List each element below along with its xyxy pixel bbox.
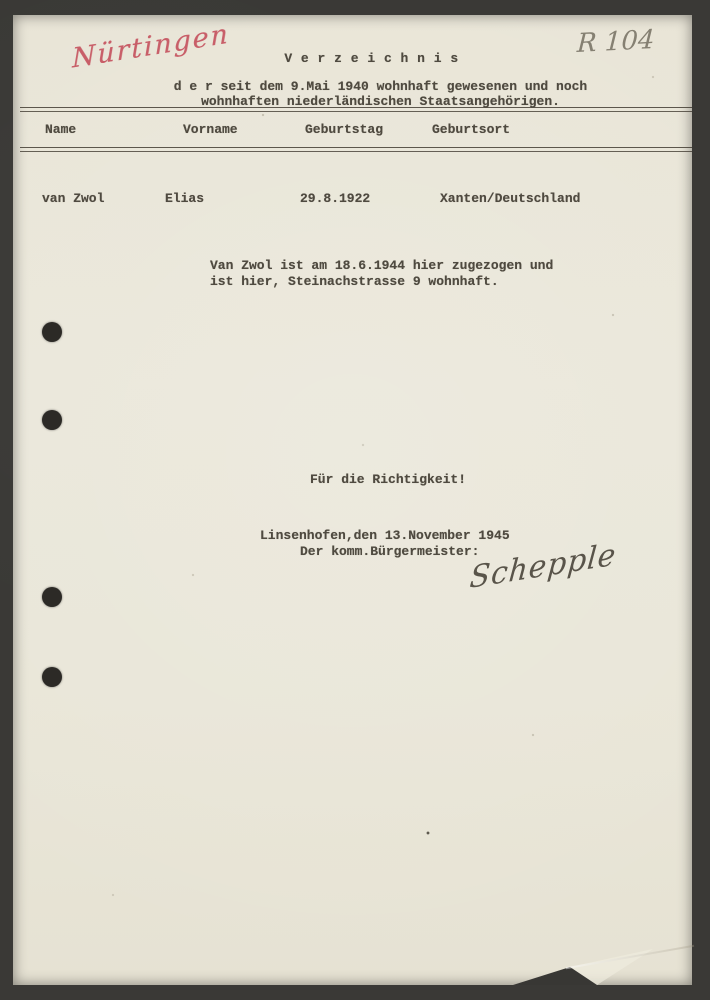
attestation-line: Für die Richtigkeit! xyxy=(310,472,467,487)
document-subtitle-line-1: d e r seit dem 9.Mai 1940 wohnhaft gewesenen und noch xyxy=(173,79,588,94)
cell-geburtsort: Xanten/Deutschland xyxy=(440,191,581,206)
column-header-geburtstag: Geburtstag xyxy=(305,122,384,137)
header-rule-top xyxy=(20,107,692,112)
paper-crease xyxy=(566,945,694,970)
body-paragraph-line-1: Van Zwol ist am 18.6.1944 hier zugezogen und xyxy=(210,258,554,273)
cell-vorname: Elias xyxy=(165,191,205,206)
cell-name: van Zwol xyxy=(42,191,105,206)
header-rule-bottom xyxy=(20,147,692,152)
punch-hole xyxy=(42,410,62,430)
mayor-signature: Schepple xyxy=(468,536,618,597)
column-header-vorname: Vorname xyxy=(183,122,238,137)
column-header-name: Name xyxy=(45,122,77,137)
document-subtitle-line-2: wohnhaften niederländischen Staatsangehörigen. xyxy=(201,94,560,109)
punch-hole xyxy=(42,587,62,607)
pencil-reference-mark: R 104 xyxy=(576,24,656,60)
document-title: V e r z e i c h n i s xyxy=(284,51,459,66)
paper xyxy=(13,15,692,985)
cell-geburtstag: 29.8.1922 xyxy=(300,191,371,206)
table-header-row xyxy=(13,122,692,138)
table-row xyxy=(13,191,692,207)
body-paragraph-line-2: ist hier, Steinachstrasse 9 wohnhaft. xyxy=(210,274,499,289)
folded-corner xyxy=(13,15,692,985)
place-date-line: Linsenhofen,den 13.November 1945 xyxy=(260,528,510,543)
punch-hole xyxy=(42,667,62,687)
red-handwriting-annotation: Nürtingen xyxy=(71,18,230,75)
column-header-geburtsort: Geburtsort xyxy=(432,122,511,137)
punch-hole xyxy=(42,322,62,342)
signatory-title-line: Der komm.Bürgermeister: xyxy=(300,544,480,559)
